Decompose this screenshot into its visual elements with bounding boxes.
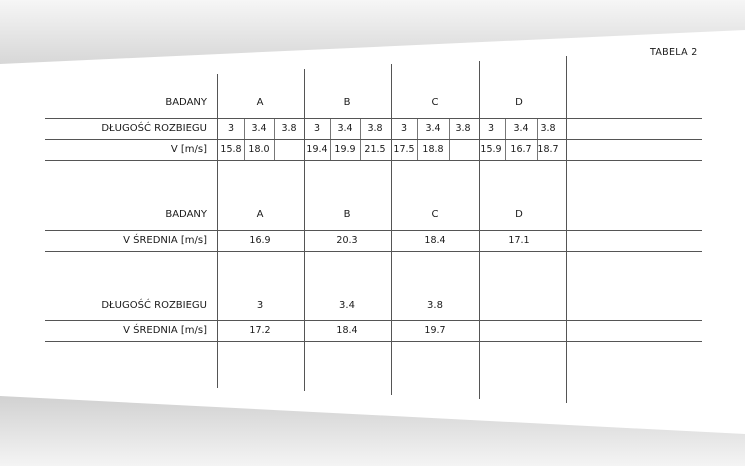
table-cell: 3.8: [540, 123, 556, 134]
group-header: D: [515, 97, 523, 108]
group-header: C: [431, 209, 439, 220]
distance-header: 3.4: [339, 300, 355, 311]
row-label-v: V [m/s]: [170, 144, 207, 155]
table-cell: 19.7: [424, 325, 446, 336]
row-label-v-srednia: V ŚREDNIA [m/s]: [123, 235, 207, 246]
grid-hline: [45, 251, 702, 252]
table-cell: 19.4: [306, 144, 328, 155]
table-cell: 17.1: [508, 235, 530, 246]
table-cell: 18.7: [537, 144, 559, 155]
table-cell: 3: [400, 123, 408, 134]
group-header: A: [256, 97, 264, 108]
table-cell: 17.2: [249, 325, 271, 336]
row-label-badany: BADANY: [165, 97, 207, 108]
distance-header: 3.8: [427, 300, 443, 311]
table-cell: 18.8: [422, 144, 444, 155]
table-cell: 3: [227, 123, 235, 134]
table-cell: 21.5: [364, 144, 386, 155]
distance-header: 3: [256, 300, 264, 311]
table-cell: 3.4: [425, 123, 441, 134]
row-label-v-srednia-2: V ŚREDNIA [m/s]: [123, 325, 207, 336]
grid-hline: [45, 160, 702, 161]
table-cell: 3.8: [281, 123, 297, 134]
table-cell: 3.4: [513, 123, 529, 134]
table-cell: 3.8: [455, 123, 471, 134]
row-label-dlugosc-rozbiegu: DŁUGOŚĆ ROZBIEGU: [101, 123, 207, 134]
group-header: B: [343, 209, 351, 220]
grid-hline: [45, 320, 702, 321]
table-cell: 18.4: [336, 325, 358, 336]
table-cell: 17.5: [393, 144, 415, 155]
table-cell: 3.4: [337, 123, 353, 134]
table-cell: 3.4: [251, 123, 267, 134]
group-header: D: [515, 209, 523, 220]
table-title: TABELA 2: [650, 47, 698, 58]
row-label-dlugosc-rozbiegu-2: DŁUGOŚĆ ROZBIEGU: [101, 300, 207, 311]
row-label-badany-2: BADANY: [165, 209, 207, 220]
table-cell: 20.3: [336, 235, 358, 246]
table-cell: 3: [313, 123, 321, 134]
table-cell: 16.9: [249, 235, 271, 246]
table-cell: 18.4: [424, 235, 446, 246]
grid-hline: [45, 341, 702, 342]
table-cell: 15.8: [220, 144, 242, 155]
table-cell: 15.9: [480, 144, 502, 155]
table-cell: 16.7: [510, 144, 532, 155]
grid-hline: [45, 230, 702, 231]
grid-hline: [45, 139, 702, 140]
group-header: C: [431, 97, 439, 108]
grid-hline: [45, 118, 702, 119]
group-header: B: [343, 97, 351, 108]
table-cell: 19.9: [334, 144, 356, 155]
group-header: A: [256, 209, 264, 220]
table-cell: 3: [487, 123, 495, 134]
table-cell: 18.0: [248, 144, 270, 155]
table-cell: 3.8: [367, 123, 383, 134]
